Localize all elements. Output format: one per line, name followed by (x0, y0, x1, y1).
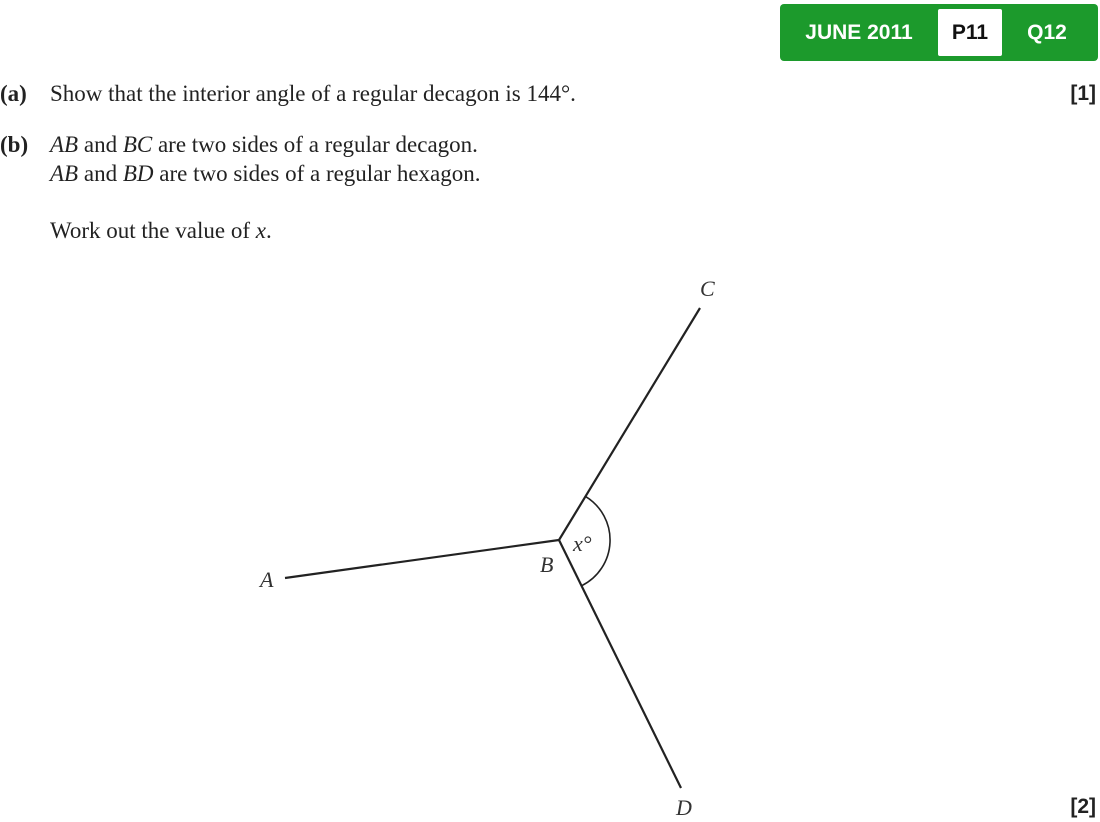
segment-bc: BC (122, 132, 153, 157)
text-decagon-sides: are two sides of a regular decagon. (152, 132, 478, 157)
part-b-label: (b) (0, 132, 29, 157)
part-a-label: (a) (0, 81, 27, 106)
exam-date: JUNE 2011 (805, 20, 913, 44)
label-point-b: B (540, 552, 554, 577)
paper-number: P11 (938, 9, 1002, 56)
part-a-text: Show that the interior angle of a regular decagon is 144°. (50, 81, 576, 106)
instruction-variable: x (255, 218, 266, 243)
segment-bd: BD (122, 161, 154, 186)
text-and: and (78, 161, 123, 186)
angle-label: x° (573, 531, 592, 556)
part-b-marks: [2] (1070, 795, 1096, 818)
instruction-lead: Work out the value of (50, 218, 256, 243)
segment-ab: AB (50, 132, 79, 157)
segment-line-ab (285, 540, 559, 578)
segment-ab: AB (50, 161, 79, 186)
question-number: Q12 (1027, 20, 1067, 44)
part-a-marks: [1] (1070, 82, 1096, 105)
instruction-period: . (265, 218, 272, 243)
segment-line-bd (559, 540, 681, 788)
label-point-a: A (260, 567, 274, 592)
label-point-c: C (700, 276, 715, 301)
segment-line-bc (559, 308, 700, 540)
label-point-d: D (676, 795, 692, 820)
text-and: and (78, 132, 123, 157)
text-hexagon-sides: are two sides of a regular hexagon. (153, 161, 481, 186)
